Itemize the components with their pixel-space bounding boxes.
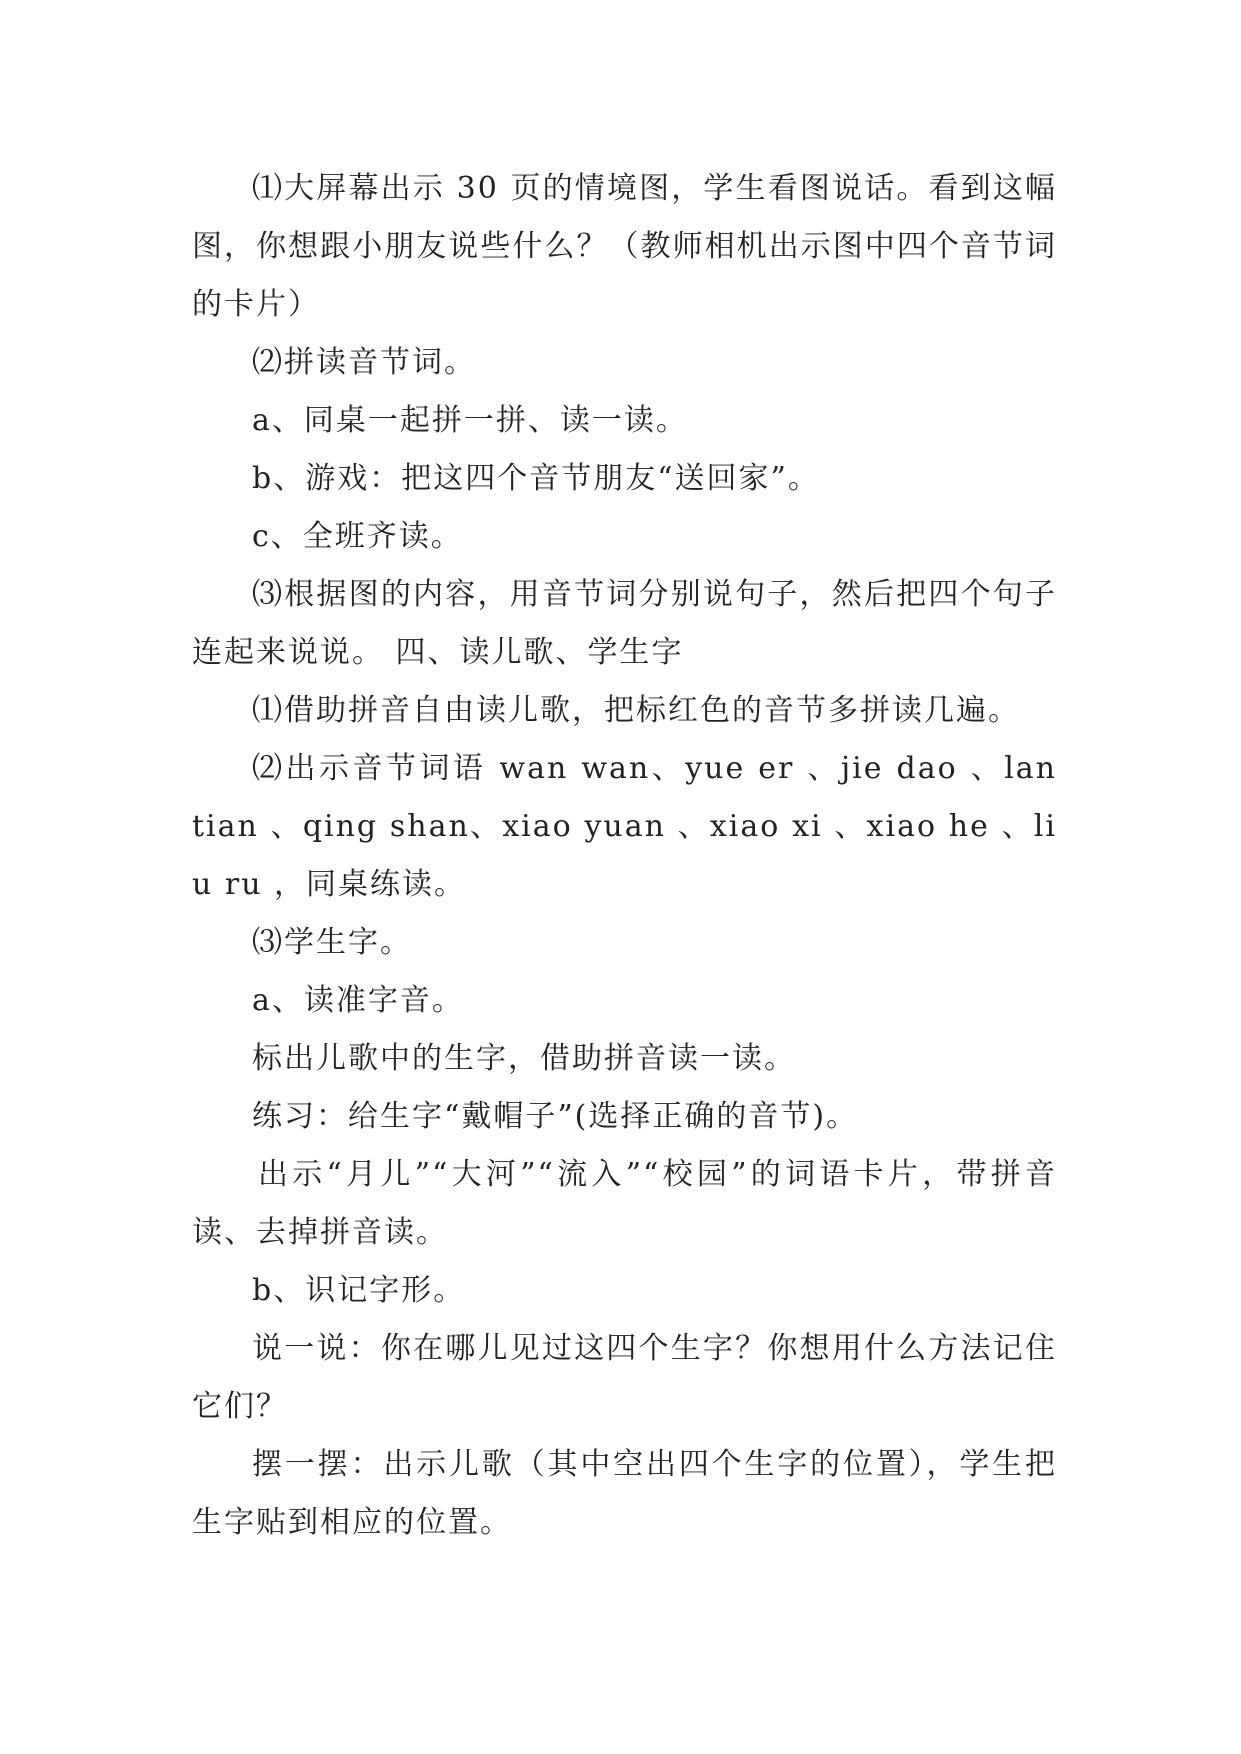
paragraph-game: b、游戏：把这四个音节朋友“送回家”。 xyxy=(252,461,820,496)
paragraph-exercise: 练习：给生字“戴帽子”(选择正确的音节)。 xyxy=(252,1099,859,1134)
paragraph-deskmate-read: a、同桌一起拼一拼、读一读。 xyxy=(252,403,688,438)
paragraph-read-rhyme: ⑴借助拼音自由读儿歌，把标红色的音节多拼读几遍。 xyxy=(252,693,1020,728)
paragraph-make-sentences: ⑶根据图的内容，用音节词分别说句子，然后把四个句子连起来说说。 四、读儿歌、学生字 xyxy=(192,577,1057,670)
document-body xyxy=(192,160,1057,1552)
paragraph-spell-syllables: ⑵拼读音节词。 xyxy=(252,345,476,380)
paragraph-scene-picture: ⑴大屏幕出示 30 页的情境图，学生看图说话。看到这幅图，你想跟小朋友说些什么？（教师相机出示图中四个音节词的卡片） xyxy=(192,171,1057,322)
paragraph-syllable-words: ⑵出示音节词语 wan wan、yue er 、jie dao 、lan tian 、qing shan、xiao yuan 、xiao xi 、xiao he 、liu ru ，同桌练读。 xyxy=(192,751,1057,902)
paragraph-class-read: c、全班齐读。 xyxy=(252,519,463,554)
paragraph-talk: 说一说：你在哪儿见过这四个生字？你想用什么方法记住它们？ xyxy=(192,1331,1057,1424)
paragraph-learn-characters: ⑶学生字。 xyxy=(252,925,412,960)
paragraph-arrange: 摆一摆：出示儿歌（其中空出四个生字的位置），学生把生字贴到相应的位置。 xyxy=(192,1447,1057,1540)
paragraph-mark-characters: 标出儿歌中的生字，借助拼音读一读。 xyxy=(252,1041,796,1076)
paragraph-character-shape: b、识记字形。 xyxy=(252,1273,466,1308)
paragraph-word-cards: 出示“月儿”“大河”“流入”“校园”的词语卡片，带拼音读、去掉拼音读。 xyxy=(192,1157,1057,1250)
paragraph-pronunciation: a、读准字音。 xyxy=(252,983,464,1018)
